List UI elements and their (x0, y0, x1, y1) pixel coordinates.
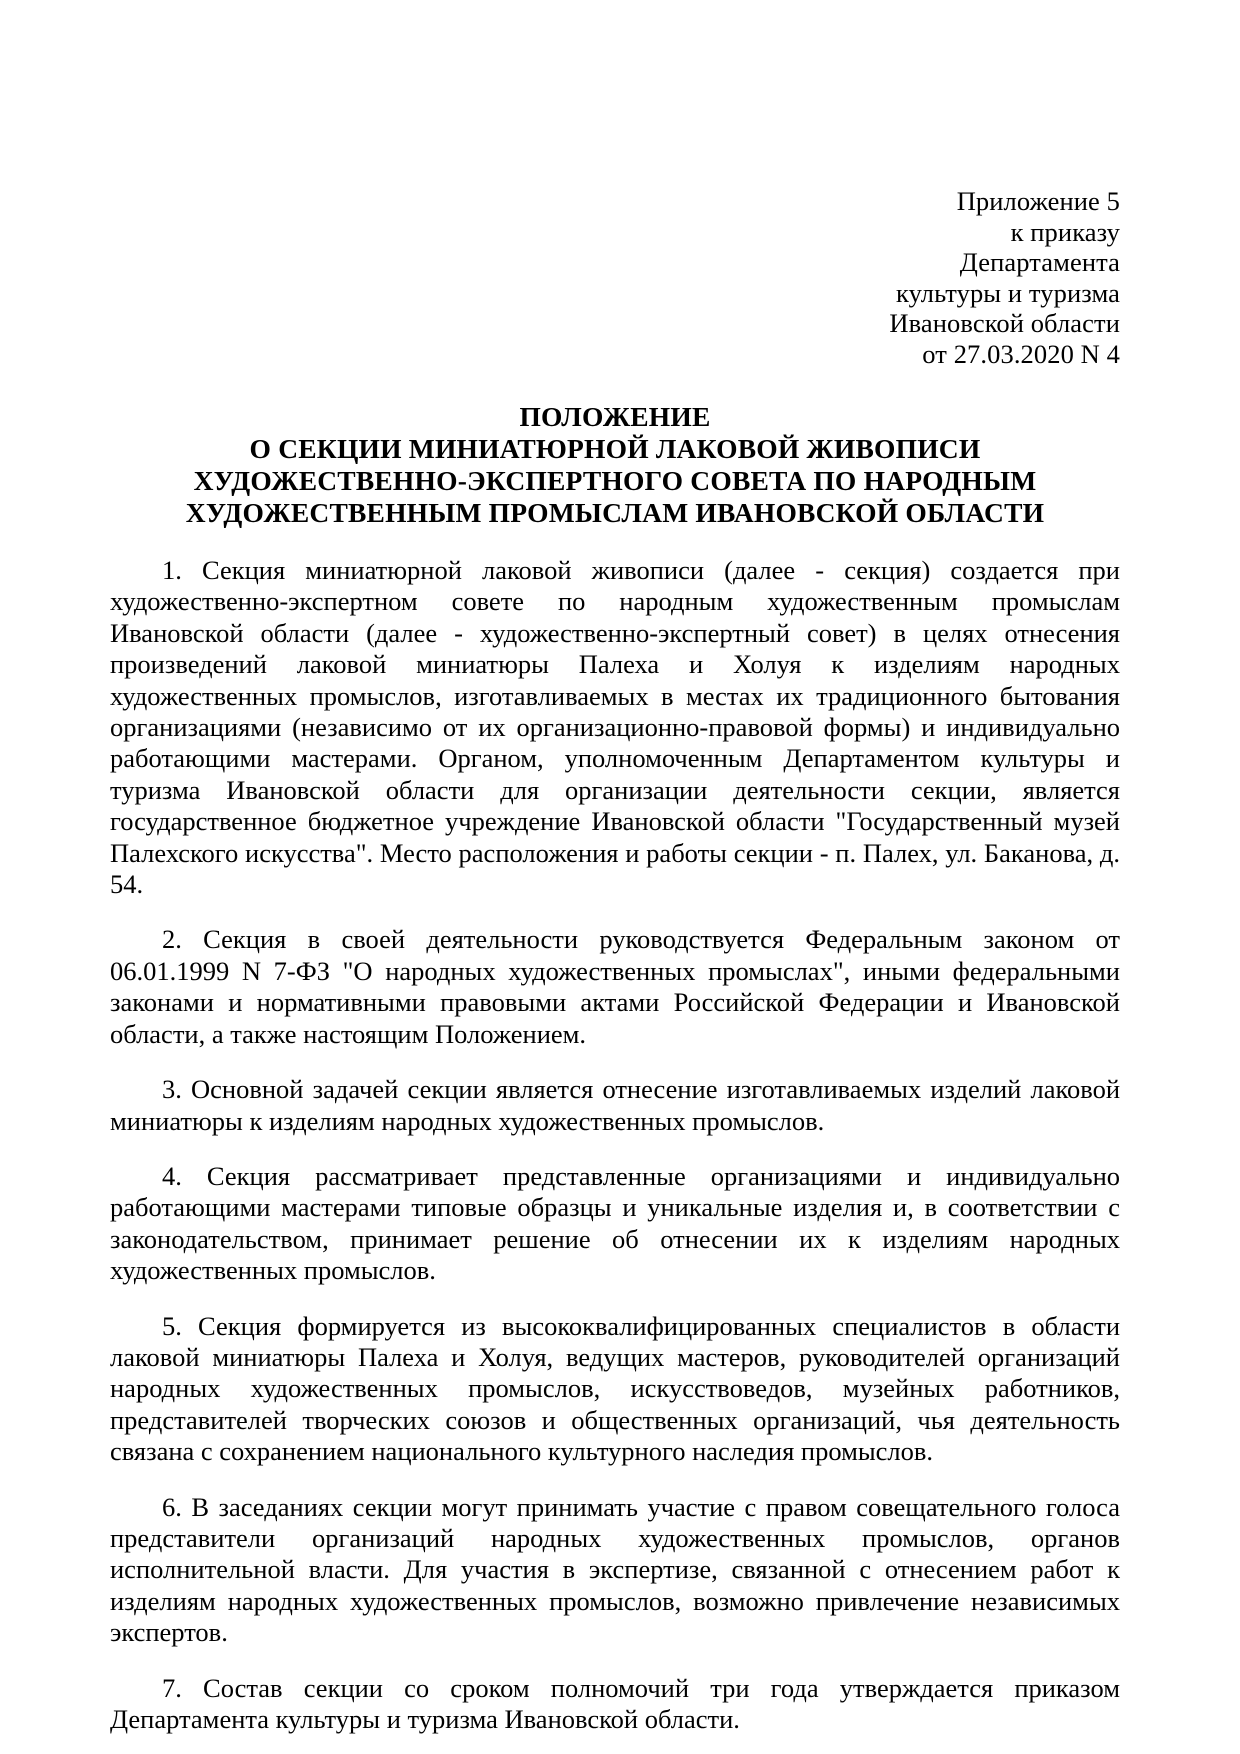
paragraph-7: 7. Состав секции со сроком полномочий три года утверждается приказом Департамента культуры и туризма Ивановской области. (110, 1672, 1120, 1734)
appendix-header-block (110, 186, 1120, 369)
page-content (110, 0, 1120, 1735)
paragraph-5: 5. Секция формируется из высококвалифицированных специалистов в области лаковой миниатюры Палеха и Холуя, ведущих мастеров, руководителей организаций народных художественных промыслов, искусствоведов, музейных работников, представителей творческих союзов и общественных организаций, чья деятельность связана с сохранением национального культурного наследия промыслов. (110, 1310, 1120, 1467)
paragraph-2: 2. Секция в своей деятельности руководствуется Федеральным законом от 06.01.1999 N 7-ФЗ "О народных художественных промыслах", иными федеральными законами и нормативными правовыми актами Российской Федерации и Ивановской области, а также настоящим Положением. (110, 924, 1120, 1049)
header-line-department-field: культуры и туризма (895, 277, 1120, 308)
header-line-department: Департамента (959, 247, 1120, 277)
header-line-appendix-number: Приложение 5 (956, 186, 1120, 216)
paragraph-3: 3. Основной задачей секции является отнесение изготавливаемых изделий лаковой миниатюры к изделиям народных художественных промыслов. (110, 1074, 1120, 1136)
title-line-2: О СЕКЦИИ МИНИАТЮРНОЙ ЛАКОВОЙ ЖИВОПИСИ (249, 433, 981, 464)
paragraph-6: 6. В заседаниях секции могут принимать участие с правом совещательного голоса представители организаций народных художественных промыслов, органов исполнительной власти. Для участия в экспертизе, связанной с отнесением работ к изделиям народных художественных промыслов, возможно привлечение независимых экспертов. (110, 1491, 1120, 1648)
title-line-1: ПОЛОЖЕНИЕ (519, 401, 711, 432)
title-line-4: ХУДОЖЕСТВЕННЫМ ПРОМЫСЛАМ ИВАНОВСКОЙ ОБЛАСТИ (185, 497, 1045, 528)
header-line-order-reference: к приказу (1010, 216, 1120, 247)
header-line-date-number: от 27.03.2020 N 4 (922, 338, 1120, 369)
document-body (110, 555, 1120, 1735)
paragraph-1: 1. Секция миниатюрной лаковой живописи (далее - секция) создается при художественно-экспертном совете по народным художественным промыслам Ивановской области (далее - художественно-экспертный совет) в целях отнесения произведений лаковой миниатюры Палеха и Холуя к изделиям народных художественных промыслов, изготавливаемых в местах их традиционного бытования организациями (независимо от их организационно-правовой формы) и индивидуально работающими мастерами. Органом, уполномоченным Департаментом культуры и туризма Ивановской области для организации деятельности секции, является государственное бюджетное учреждение Ивановской области "Государственный музей Палехского искусства". Место расположения и работы секции - п. Палех, ул. Баканова, д. 54. (110, 555, 1120, 900)
header-line-region: Ивановской области (889, 308, 1120, 338)
page-title (110, 401, 1120, 529)
paragraph-4: 4. Секция рассматривает представленные организациями и индивидуально работающими мастерами типовые образцы и уникальные изделия и, в соответствии с законодательством, принимает решение об отнесении их к изделиям народных художественных промыслов. (110, 1160, 1120, 1286)
title-line-3: ХУДОЖЕСТВЕННО-ЭКСПЕРТНОГО СОВЕТА ПО НАРОДНЫМ (193, 465, 1037, 496)
